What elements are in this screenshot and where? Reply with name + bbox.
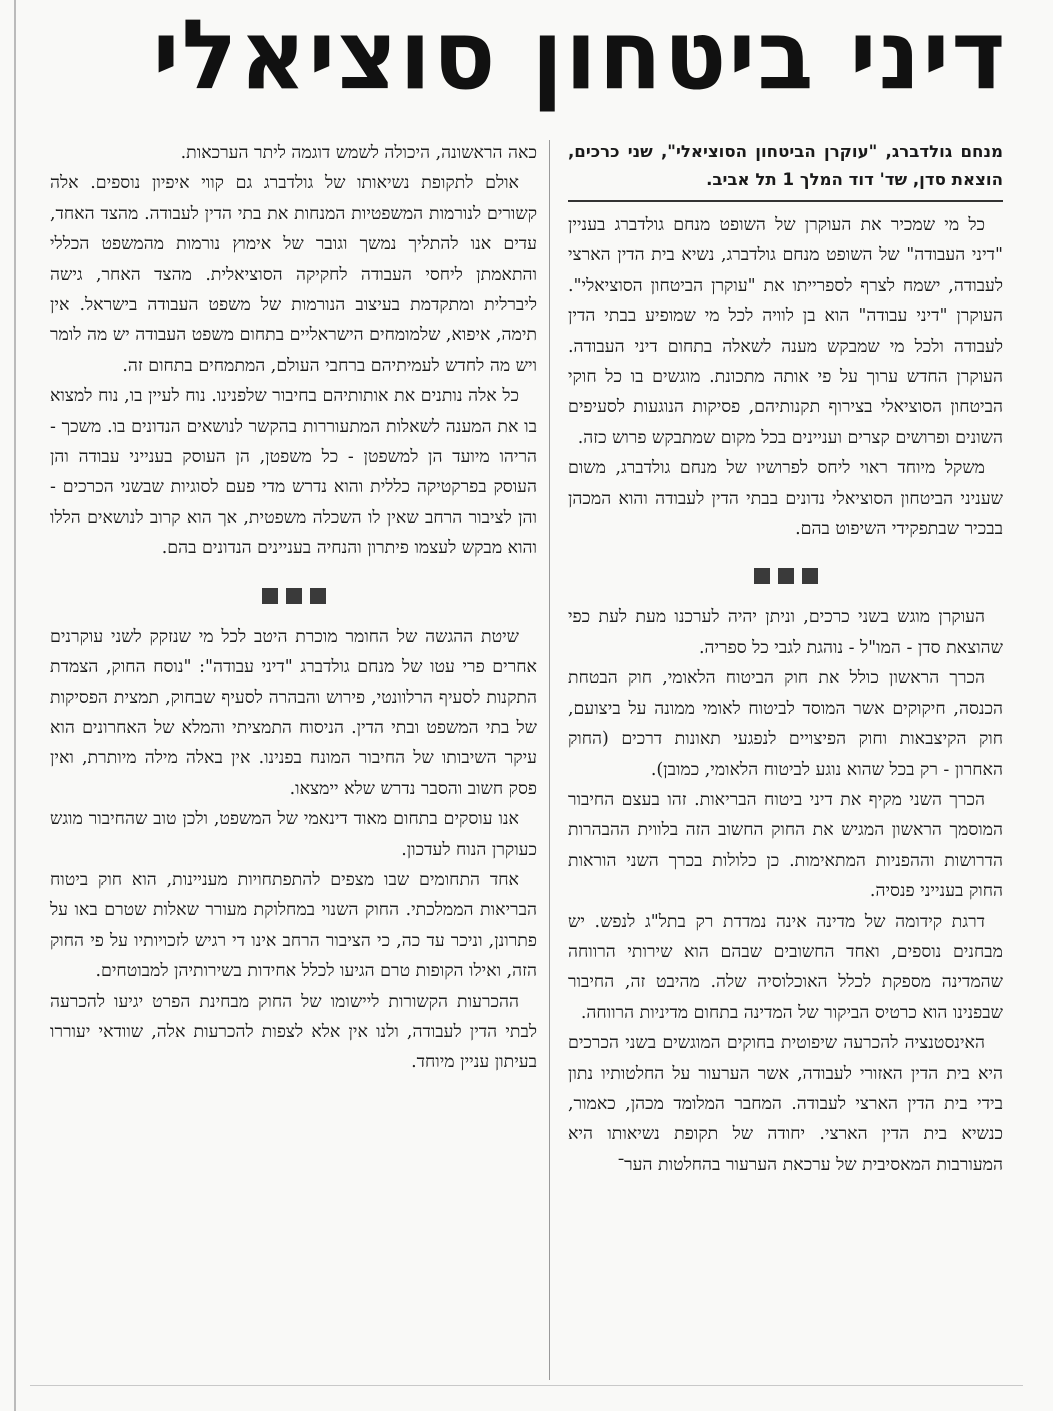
paragraph: אולם לתקופת נשיאותו של גולדברג גם קווי איפיון נוספים. אלה קשורים לנורמות המשפטיות המנחות את בתי הדין לעבודה. מהצד האחד, עדים אנו להתליך נמשך וגובר של אימוץ נורמות מהמשפט הכללי והתאמתן ליחסי העבודה לחקיקה הסוציאלית. מהצד האחר, גישה ליברלית ומתקדמת בעיצוב הנורמות של משפט העבודה בישראל. אין תימה, איפוא, שלמומחים הישראליים בתחום משפט העבודה יש מה לומר ויש מה לחדש לעמיתיהם ברחבי העולם, המתמחים בתחום זה. [50,173,537,376]
right-column [568,138,1003,1180]
paragraph: כל אלה נותנים את אותותיהם בחיבור שלפנינו. נוח לעיין בו, נוח למצוא בו את המענה לשאלות המתעוררות בהקשר לנושאים הנדונים בו. משכך - הריהו מיועד הן למשפטן - כל משפטן, הן העוסק בענייני עבודה והן העוסק בפרקטיקה כללית והוא נדרש מדי פעם לסוגיות שבשני הכרכים - והן לציבור הרחב שאין לו השכלה משפטית, אך הוא קרוב לנושאים הללו והוא מבקש לעצמו פיתרון והנחיה בעניינים הנדונים בהם. [50,386,537,559]
paragraph: כאה הראשונה, היכולה לשמש דוגמה ליתר הערכאות. [180,143,537,163]
paragraph: האינסטנציה להכרעה שיפוטית בחוקים המוגשים בשני הכרכים היא בית הדין האזורי לעבודה, אשר הערעור על החלטותיו נתון בידי בית הדין הארצי לעבודה. המחבר המלומד מכהן, כאמור, כנשיא בית הדין הארצי. יחודה של תקופת נשיאותו היא המעורבות המאסיבית של ערכאת הערעור בהחלטות הער־ [568,1033,1003,1175]
paragraph: דרגת קידומה של מדינה אינה נמדדת רק בתל"ג לנפש. יש מבחנים נוספים, ואחד החשובים שבהם הוא שירותי הרווחה שהמדינה מספקת לכלל האוכלוסיה שלה. מהיבט זה, החיבור שבפנינו הוא כרטיס הביקור של המדינה בתחום מדיניות הרווחה. [568,911,1003,1023]
scan-edge-line [14,0,16,1411]
left-column [50,138,537,1078]
paragraph: ההכרעות הקשורות ליישומו של החוק מבחינת הפרט יגיעו להכרעה לבתי הדין לעבודה, ולנו אין אלא לצפות להכרעות אלה, שוודאי יעוררו בעיתון עניין מיוחד. [50,991,537,1073]
section-separator [568,568,1003,584]
paragraph: הכרך הראשון כולל את חוק הביטוח הלאומי, חוק הבטחת הכנסה, חיקוקים אשר המוסד לביטוח לאומי ממונה על ביצועם, חוק הקיצבאות וחוק הפיצויים לנפגעי תאונות דרכים (החוק האחרון - רק בכל שהוא נוגע לביטוח הלאומי, כמובן). [568,668,1003,780]
paragraph: הכרך השני מקיף את דיני ביטוח הבריאות. זהו בעצם החיבור המוסמך הראשון המגיש את החוק החשוב הזה בלווית ההבהרות הדרושות וההפניות המתאימות. כן כלולות בכרך השני הוראות החוק בענייני פנסיה. [568,789,1003,902]
column-divider [549,140,550,1380]
paragraph: אחד התחומים שבו מצפים להתפתחויות מעניינות, הוא חוק ביטוח הבריאות הממלכתי. החוק השנוי במחלוקת מעורר שאלות שטרם באו על פתרונן, וניכר עד כה, כי הציבור הרחב אינו די רגיש לזכויותיו על פי החוק הזה, ואילו הקופות טרם הגיעו לכלל אחידות בשירותיהן למבוטחים. [50,869,537,982]
headline: דיני ביטחון סוציאלי [152,0,1008,112]
credit-rule [568,200,1003,202]
book-credit: מנחם גולדברג, "עוקרן הביטחון הסוציאלי", שני כרכים, הוצאת סדן, שד' דוד המלך 1 תל אביב. [568,142,1003,189]
paragraph: אנו עוסקים בתחום מאוד דינאמי של המשפט, ולכן טוב שהחיבור מוגש כעוקרן הנוח לעדכון. [50,809,537,860]
section-separator [50,588,537,604]
paragraph: משקל מיוחד ראוי ליחס לפרושיו של מנחם גולדברג, משום שעניני הביטחון הסוציאלי נדונים בבתי הדין לעבודה והוא המכהן בבכיר שבתפקידי השיפוט בהם. [568,458,1003,540]
paragraph: העוקרן מוגש בשני כרכים, וניתן יהיה לערכנו מעת לעת כפי שהוצאת סדן - המו"ל - נוהגת לגבי כל ספריה. [568,607,1003,658]
bottom-rule [30,1385,1023,1386]
paragraph: כל מי שמכיר את העוקרן של השופט מנחם גולדברג בעניין "דיני העבודה" של השופט מנחם גולדברג, נשיא בית הדין הארצי לעבודה, ישמח לצרף לספרייתו את "עוקרן הביטחון הסוציאלי". העוקרן "דיני עבודה" הוא בן לוויה לכל מי שמופיע בבתי הדין לעבודה ולכל מי שמבקש מענה לשאלה בתחום דיני העבודה. העוקרן החדש ערוך על פי אותה מתכונת. מוגשים בו כל חוקי הביטחון הסוציאלי בצירוף תקנותיהם, פסיקות הנוגעות לסעיפים השונים ופרושים קצרים ועניינים בכל מקום שמתבקש פרוש כזה. [568,215,1003,448]
paragraph: שיטת ההגשה של החומר מוכרת היטב לכל מי שנזקק לשני עוקרנים אחרים פרי עטו של מנחם גולדברג "דיני עבודה": "נוסח החוק, הצמדת התקנות לסעיף הרלוונטי, פירוש והבהרה לסעיף שבחוק, תמצית הפסיקות של בתי המשפט ובתי הדין. הניסוח התמציתי והמלא של האחרונים הוא עיקר השיבותו של החיבור המונח בפנינו. אין באלה מילה מיותרת, ואין פסק חשוב והסבר נדרש שלא יימצאו. [50,626,537,799]
